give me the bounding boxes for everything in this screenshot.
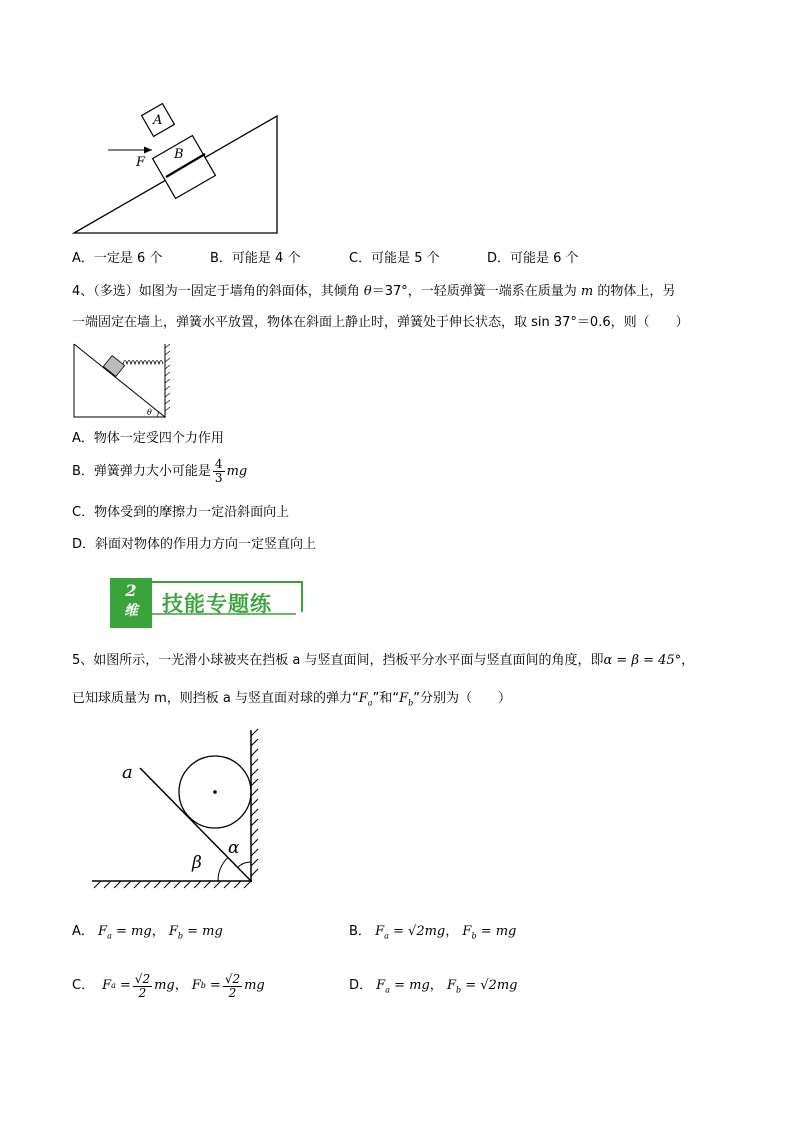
q4-stem-line1 xyxy=(72,283,675,301)
section-number-badge xyxy=(110,578,152,628)
q3-label-b: B xyxy=(174,147,184,162)
q3-option-d-text: 可能是 6 个 xyxy=(510,251,579,266)
q5-option-a-fb-rhs: = mg xyxy=(187,924,223,939)
q5-option-a-fb xyxy=(169,924,223,939)
q5-label-alpha: α xyxy=(228,838,240,858)
q4-wall-hatch xyxy=(165,344,170,411)
q5-option-d-fb-sub: b xyxy=(455,985,462,995)
q4-option-b-prefix: B．弹簧弹力大小可能是 xyxy=(72,463,211,479)
q4-mass-symbol: m xyxy=(580,284,594,299)
q5-option-d-fb-f: F xyxy=(446,978,456,993)
q4-option-b-fraction xyxy=(213,458,225,485)
q5-option-d-fa xyxy=(376,978,430,993)
q5-stem-part1: 5、如图所示，一光滑小球被夹在挡板 a 与竖直面间，挡板平分水平面与竖直面间的角度，即 xyxy=(72,653,604,668)
q4-option-b-den: 3 xyxy=(214,471,223,485)
q3-option-d-letter: D． xyxy=(487,251,511,266)
q5-option-c[interactable] xyxy=(72,966,265,1006)
q5-option-c-fa-f: F xyxy=(102,978,112,993)
q5-option-b-fa-f: F xyxy=(375,924,385,939)
q4-option-a[interactable]: A．物体一定受四个力作用 xyxy=(72,431,224,446)
q3-option-c-text: 可能是 5 个 xyxy=(371,251,440,266)
section-number: 2 xyxy=(125,581,137,600)
q5-option-b-fa-sub: a xyxy=(384,931,389,941)
q5-option-c-fa-num: √2 xyxy=(134,971,151,986)
q5-option-a-letter: A． xyxy=(72,924,94,939)
q5-fa-symbol xyxy=(359,691,373,706)
q5-fb-sub: b xyxy=(408,698,414,708)
q4-incline xyxy=(74,344,165,417)
q5-option-b-fb xyxy=(462,924,516,939)
q5-fb-f: F xyxy=(399,691,409,706)
q5-option-b[interactable] xyxy=(349,923,516,946)
q5-option-d-fa-rhs: = mg xyxy=(394,978,430,993)
q5-option-d-fa-f: F xyxy=(376,978,386,993)
q5-option-c-fa-fraction xyxy=(133,973,152,1000)
q4-stem-line2: 一端固定在墙上，弹簧水平放置，物体在斜面上静止时，弹簧处于伸长状态，取 sin 37°＝0.6，则（ ） xyxy=(72,315,689,330)
q5-option-c-fa-eq: = xyxy=(119,978,131,993)
q5-label-a: a xyxy=(122,762,133,783)
q5-option-a-fa-rhs: = mg xyxy=(116,924,152,939)
q5-option-b-fb-f: F xyxy=(462,924,472,939)
q5-option-c-fb-eq: = xyxy=(209,978,221,993)
q5-stem-part3: ”和“ xyxy=(372,691,400,706)
q5-alpha-arc xyxy=(238,862,251,867)
q5-option-c-fb-fraction xyxy=(223,973,242,1000)
q5-fb-symbol xyxy=(399,691,413,706)
q5-option-a-sep: ， xyxy=(151,924,165,939)
q5-option-b-letter: B． xyxy=(349,924,371,939)
section-banner xyxy=(110,578,306,628)
q3-option-d[interactable] xyxy=(487,250,579,268)
q5-option-c-fb-sub: b xyxy=(200,981,206,990)
q3-option-c-letter: C． xyxy=(349,251,372,266)
q5-stem-line1 xyxy=(72,652,694,670)
q5-fa-f: F xyxy=(358,691,368,706)
q5-option-a-fa-f: F xyxy=(98,924,108,939)
q3-label-a: A xyxy=(153,113,163,128)
q4-option-b-num: 4 xyxy=(214,457,223,471)
q5-option-d-fb xyxy=(447,978,518,993)
q5-option-d-fa-sub: a xyxy=(385,985,390,995)
q5-option-c-letter: C． xyxy=(72,978,95,993)
q5-option-c-fa-den: 2 xyxy=(138,985,147,1000)
q5-stem-part2: 已知球质量为 m，则挡板 a 与竖直面对球的弹力“ xyxy=(72,691,359,706)
q5-option-c-fb-num: √2 xyxy=(224,971,241,986)
q5-option-d[interactable] xyxy=(349,977,517,1000)
q4-angle-arc xyxy=(157,411,158,417)
q5-option-c-sep: ， xyxy=(174,978,188,993)
q5-option-b-fa-rhs: = √2mg xyxy=(393,924,446,939)
q5-option-c-fb-den: 2 xyxy=(228,985,237,1000)
q5-option-a-fa-sub: a xyxy=(107,931,112,941)
q4-stem-part3: 的物体上，另 xyxy=(593,284,676,299)
q5-wall-hatch xyxy=(251,729,258,876)
q4-option-b[interactable] xyxy=(72,458,247,485)
q4-figure xyxy=(72,342,172,420)
q5-option-c-fa-tail: mg xyxy=(154,978,175,993)
q3-figure xyxy=(70,96,285,238)
q4-block xyxy=(103,356,124,377)
q5-option-d-fb-rhs: = √2mg xyxy=(465,978,518,993)
q3-option-a-text: 一定是 6 个 xyxy=(93,251,163,266)
q3-option-b-text: 可能是 4 个 xyxy=(231,251,301,266)
q3-force-arrowhead xyxy=(144,147,152,154)
q5-option-c-fa-sub: a xyxy=(111,981,116,990)
q4-angle-label: θ xyxy=(147,408,152,417)
q5-angle-equation: α = β = 45° xyxy=(603,653,682,668)
q4-option-b-suffix: mg xyxy=(226,463,248,479)
q5-stem-part4: ”分别为（ ） xyxy=(413,691,511,706)
q3-option-b[interactable] xyxy=(210,250,300,268)
q4-stem-part2: ＝37°，一轻质弹簧一端系在质量为 xyxy=(371,284,581,299)
q3-label-f: F xyxy=(136,155,146,170)
q4-theta: θ xyxy=(363,284,372,299)
q5-fa-sub: a xyxy=(367,698,373,708)
q5-figure xyxy=(88,726,268,892)
q5-option-b-fa xyxy=(375,924,445,939)
q4-option-d[interactable]: D．斜面对物体的作用力方向一定竖直向上 xyxy=(72,537,317,552)
section-number-sub: 维 xyxy=(124,603,138,619)
q5-option-d-sep: ， xyxy=(429,978,443,993)
q5-option-a-fa xyxy=(98,924,152,939)
q5-option-b-fb-rhs: = mg xyxy=(480,924,517,939)
q5-ball-center xyxy=(213,790,217,794)
q5-option-c-fb-f: F xyxy=(191,978,201,993)
q5-option-a-fb-sub: b xyxy=(177,931,183,941)
q5-beta-arc xyxy=(218,858,228,881)
q3-option-a-letter: A． xyxy=(72,251,94,266)
q3-option-b-letter: B． xyxy=(210,251,232,266)
q3-option-a[interactable] xyxy=(72,250,162,268)
q5-label-beta: β xyxy=(192,853,202,873)
q5-option-b-fb-sub: b xyxy=(471,931,477,941)
q5-option-b-sep: ， xyxy=(445,924,459,939)
q5-stem-line2 xyxy=(72,690,511,713)
q4-option-c[interactable]: C．物体受到的摩擦力一定沿斜面向上 xyxy=(72,505,290,520)
section-title: 技能专题练 xyxy=(162,592,272,616)
q4-spring xyxy=(123,361,163,365)
q5-option-d-letter: D． xyxy=(349,978,373,993)
q5-stem-part1-end: ， xyxy=(681,653,695,668)
q5-ground-hatch xyxy=(94,881,251,888)
q5-option-a[interactable] xyxy=(72,923,223,946)
q4-stem-part1: 4、（多选）如图为一固定于墙角的斜面体，其倾角 xyxy=(72,284,364,299)
q5-option-a-fb-f: F xyxy=(168,924,178,939)
q5-option-c-fb-tail: mg xyxy=(244,978,265,993)
q3-option-c[interactable] xyxy=(349,250,440,268)
